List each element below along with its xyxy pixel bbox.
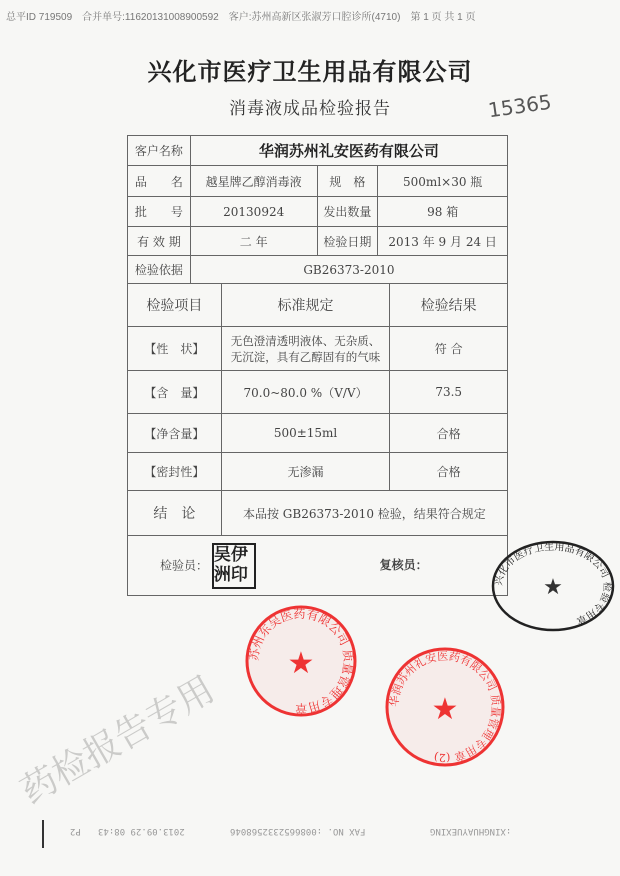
dongwu-stamp-text: 苏州东吴医药有限公司 质量管理专用章 — [246, 606, 356, 716]
info-table — [127, 135, 508, 284]
fax-datetime: 2013.09.29 08:43 — [98, 826, 185, 836]
row-item: 【含 量】 — [128, 371, 222, 414]
batch-label: 批 号 — [128, 197, 191, 227]
qc-stamp-text: 兴化市医疗卫生用品有限公司 检验专用章 — [493, 541, 613, 626]
report-title: 消毒液成品检验报告 — [229, 99, 391, 119]
row-item: 【密封性】 — [128, 453, 222, 491]
product-value: 越星牌乙醇消毒液 — [190, 166, 317, 197]
qty-label: 发出数量 — [317, 197, 378, 227]
col-header-result: 检验结果 — [390, 284, 508, 327]
row-standard: 70.0~80.0 %（V/V） — [221, 371, 390, 414]
date-label: 检验日期 — [317, 227, 378, 256]
validity-value: 二 年 — [190, 227, 317, 256]
inspector-label: 检验员： — [160, 558, 209, 572]
reviewer-label: 复核员： — [379, 558, 428, 572]
customer-label: 客户名称 — [128, 136, 191, 166]
lian-stamp — [383, 645, 507, 769]
merge-number: 合并单号:11620131008900592 — [82, 12, 219, 23]
date-value: 2013 年 9 月 24 日 — [378, 227, 508, 256]
company-title: 兴化市医疗卫生用品有限公司 — [147, 57, 473, 86]
table-row — [128, 453, 508, 491]
col-header-item: 检验项目 — [128, 284, 222, 327]
star-icon: ★ — [287, 646, 315, 681]
row-result: 合格 — [390, 414, 508, 453]
basis-label: 检验依据 — [128, 256, 191, 284]
table-row — [128, 371, 508, 414]
spec-label: 规 格 — [317, 166, 378, 197]
inspector-seal: 吴伊洲印 — [212, 543, 256, 589]
fax-number: FAX NO. :0086652332568046 — [230, 826, 366, 836]
row-result: 73.5 — [390, 371, 508, 414]
row-standard: 无渗漏 — [221, 453, 390, 491]
table-row — [128, 327, 508, 371]
product-label: 品 名 — [128, 166, 191, 197]
watermark: 药检报告专用 — [14, 668, 222, 813]
conclusion-label: 结 论 — [128, 491, 222, 536]
row-item: 【净含量】 — [128, 414, 222, 453]
row-result: 符 合 — [390, 327, 508, 371]
lian-stamp-text: 华润苏州礼安医药有限公司 质量管理专用章 (2) — [387, 649, 503, 765]
report-id: 总平ID 719509 — [6, 12, 73, 23]
conclusion-text: 本品按 GB26373-2010 检验，结果符合规定 — [221, 491, 507, 536]
customer-value: 华润苏州礼安医药有限公司 — [190, 136, 507, 166]
star-icon: ★ — [431, 692, 459, 727]
qc-stamp — [490, 538, 616, 634]
row-result: 合格 — [390, 453, 508, 491]
row-standard: 无色澄清透明液体、无杂质、无沉淀，具有乙醇固有的气味 — [221, 327, 390, 371]
validity-label: 有 效 期 — [128, 227, 191, 256]
star-icon: ★ — [543, 575, 563, 600]
test-table — [127, 283, 508, 596]
fax-sender: :XINGHUAYUEXING — [430, 826, 512, 836]
col-header-standard: 标准规定 — [221, 284, 390, 327]
basis-value: GB26373-2010 — [190, 256, 507, 284]
header-customer: 客户:苏州高新区张淑芳口腔诊所(4710) — [228, 12, 401, 23]
handwritten-number: 15365 — [486, 89, 553, 123]
fax-page: P2 — [70, 826, 81, 836]
row-standard: 500±15ml — [221, 414, 390, 453]
row-item: 【性 状】 — [128, 327, 222, 371]
spec-value: 500ml×30 瓶 — [378, 166, 508, 197]
fax-margin-line — [42, 820, 44, 848]
dongwu-stamp — [243, 603, 359, 719]
batch-value: 20130924 — [190, 197, 317, 227]
table-row — [128, 414, 508, 453]
qty-value: 98 箱 — [378, 197, 508, 227]
page-indicator: 第 1 页 共 1 页 — [410, 12, 476, 23]
fax-header — [6, 8, 475, 23]
